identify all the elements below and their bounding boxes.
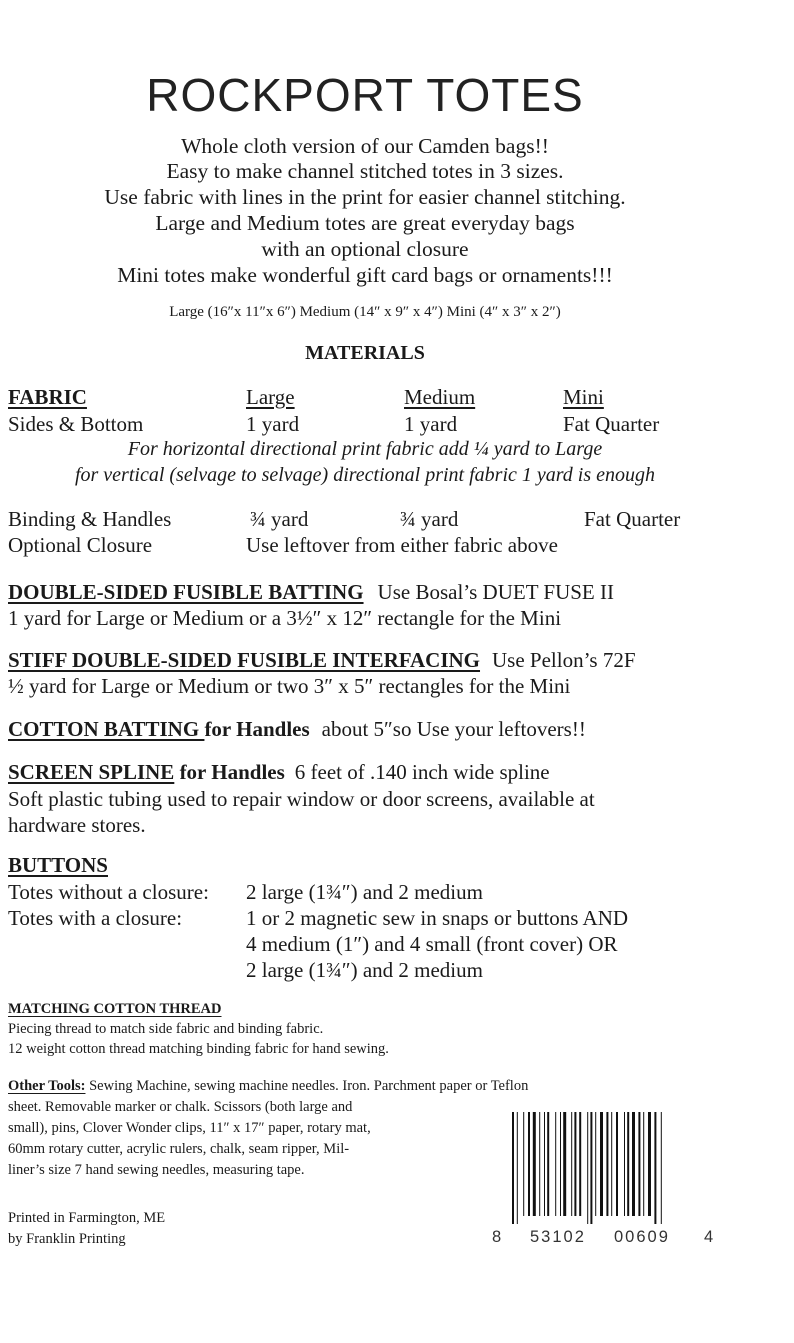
- tools-line: small), pins, Clover Wonder clips, 11″ x 17″ paper, rotary mat,: [8, 1120, 371, 1136]
- tools-line: liner’s size 7 hand sewing needles, measuring tape.: [8, 1162, 305, 1178]
- thread-line: 12 weight cotton thread matching binding fabric for hand sewing.: [8, 1041, 389, 1057]
- fabric-row-medium: 1 yard: [404, 412, 458, 436]
- spline-detail: 6 feet of .140 inch wide spline: [294, 760, 550, 784]
- interfacing-line: [8, 648, 636, 673]
- barcode-bar: [627, 1112, 629, 1216]
- batting-detail: Use Bosal’s DUET FUSE II: [377, 580, 614, 604]
- spline-line: [8, 760, 550, 785]
- tools-label: Other Tools:: [8, 1078, 86, 1094]
- batting-description: 1 yard for Large or Medium or a 3½″ x 12″ rectangle for the Mini: [8, 606, 562, 630]
- buttons-row-label: Totes without a closure:: [8, 880, 209, 904]
- fabric-row-mini: Fat Quarter: [584, 507, 681, 531]
- interfacing-heading: STIFF DOUBLE-SIDED FUSIBLE INTERFACING: [8, 648, 481, 672]
- column-large: Large: [246, 385, 295, 409]
- tools-line: 60mm rotary cutter, acrylic rulers, chalk, seam ripper, Mil-: [8, 1141, 350, 1157]
- barcode-bar: [517, 1112, 518, 1224]
- fabric-note: for vertical (selvage to selvage) directional print fabric 1 yard is enough: [74, 464, 656, 486]
- fabric-note: For horizontal directional print fabric add ¼ yard to Large: [127, 438, 603, 460]
- cotton-batting-heading: COTTON BATTING: [8, 717, 205, 741]
- intro-line: Mini totes make wonderful gift card bags or ornaments!!!: [117, 263, 613, 287]
- fabric-heading: FABRIC: [8, 385, 87, 409]
- page-title: ROCKPORT TOTES: [146, 69, 584, 121]
- barcode-bar: [539, 1112, 540, 1216]
- barcode-bar: [595, 1112, 596, 1216]
- barcode-bar: [587, 1112, 588, 1224]
- buttons-row-value: 4 medium (1″) and 4 small (front cover) OR: [246, 932, 618, 956]
- barcode-bar: [547, 1112, 549, 1216]
- barcode-digits-right: 00609: [614, 1228, 670, 1246]
- barcode: [510, 1112, 710, 1224]
- barcode-bar: [533, 1112, 536, 1216]
- fabric-row-label: Optional Closure: [8, 533, 153, 557]
- intro-line: Easy to make channel stitched totes in 3 sizes.: [166, 159, 564, 183]
- intro-line: Whole cloth version of our Camden bags!!: [181, 134, 549, 158]
- barcode-bar: [512, 1112, 514, 1224]
- printed-location: Printed in Farmington, ME: [8, 1210, 166, 1226]
- spline-heading: SCREEN SPLINE: [8, 760, 175, 784]
- materials-heading: MATERIALS: [305, 342, 425, 364]
- barcode-digit-last: 4: [704, 1228, 714, 1246]
- barcode-bar: [648, 1112, 651, 1216]
- interfacing-detail: Use Pellon’s 72F: [492, 648, 636, 672]
- barcode-bar: [638, 1112, 640, 1216]
- fabric-row-large: 1 yard: [246, 412, 300, 436]
- barcode-bars: [510, 1112, 710, 1224]
- barcode-digit-first: 8: [492, 1228, 502, 1246]
- barcode-bar: [544, 1112, 545, 1216]
- fabric-row-large: ¾ yard: [250, 507, 309, 531]
- column-medium: Medium: [404, 385, 476, 409]
- sizes-line: Large (16″x 11″x 6″) Medium (14″ x 9″ x 4″) Mini (4″ x 3″ x 2″): [169, 304, 561, 320]
- spline-suffix: for Handles: [174, 760, 285, 784]
- barcode-bar: [528, 1112, 530, 1216]
- thread-heading: MATCHING COTTON THREAD: [8, 1001, 222, 1017]
- cotton-batting-line: [8, 717, 586, 742]
- barcode-bar: [555, 1112, 556, 1216]
- spline-description: hardware stores.: [8, 813, 146, 837]
- thread-line: Piecing thread to match side fabric and binding fabric.: [8, 1021, 324, 1037]
- intro-line: Large and Medium totes are great everyday bags: [155, 211, 575, 235]
- fabric-row-label: Sides & Bottom: [8, 412, 144, 436]
- cotton-batting-suffix: for Handles: [204, 717, 310, 741]
- barcode-bar: [563, 1112, 566, 1216]
- barcode-bar: [579, 1112, 581, 1216]
- fabric-row-mini: Fat Quarter: [563, 412, 660, 436]
- batting-line: [8, 580, 614, 605]
- fabric-row-value: Use leftover from either fabric above: [246, 533, 558, 557]
- buttons-row-value: 2 large (1¾″) and 2 medium: [246, 880, 483, 904]
- interfacing-description: ½ yard for Large or Medium or two 3″ x 5″ rectangles for the Mini: [8, 674, 571, 698]
- barcode-digits-left: 53102: [530, 1228, 586, 1246]
- column-mini: Mini: [563, 385, 604, 409]
- barcode-bar: [624, 1112, 625, 1216]
- barcode-bar: [590, 1112, 592, 1224]
- tools-line: sheet. Removable marker or chalk. Scissors (both large and: [8, 1099, 353, 1115]
- barcode-bar: [571, 1112, 572, 1216]
- buttons-heading: BUTTONS: [8, 853, 108, 877]
- cotton-batting-detail: about 5″so Use your leftovers!!: [321, 717, 586, 741]
- barcode-bar: [632, 1112, 635, 1216]
- barcode-bar: [560, 1112, 561, 1216]
- barcode-bar: [654, 1112, 656, 1224]
- barcode-bar: [616, 1112, 618, 1216]
- tools-line: [8, 1078, 528, 1095]
- buttons-row-label: Totes with a closure:: [8, 906, 183, 930]
- buttons-row-value: 1 or 2 magnetic sew in snaps or buttons AND: [246, 906, 629, 930]
- intro-line: with an optional closure: [261, 237, 469, 261]
- barcode-bar: [606, 1112, 608, 1216]
- barcode-bar: [643, 1112, 644, 1216]
- barcode-bar: [523, 1112, 524, 1216]
- batting-heading: DOUBLE-SIDED FUSIBLE BATTING: [8, 580, 364, 604]
- buttons-row-value: 2 large (1¾″) and 2 medium: [246, 958, 483, 982]
- tools-text: Sewing Machine, sewing machine needles. Iron. Parchment paper or Teflon: [85, 1078, 529, 1094]
- printed-by: by Franklin Printing: [8, 1231, 126, 1247]
- intro-line: Use fabric with lines in the print for easier channel stitching.: [104, 185, 626, 209]
- barcode-bar: [661, 1112, 662, 1224]
- fabric-row-label: Binding & Handles: [8, 507, 172, 531]
- barcode-bar: [600, 1112, 603, 1216]
- fabric-row-medium: ¾ yard: [400, 507, 459, 531]
- spline-description: Soft plastic tubing used to repair window or door screens, available at: [8, 787, 595, 811]
- barcode-bar: [574, 1112, 576, 1216]
- barcode-bar: [611, 1112, 612, 1216]
